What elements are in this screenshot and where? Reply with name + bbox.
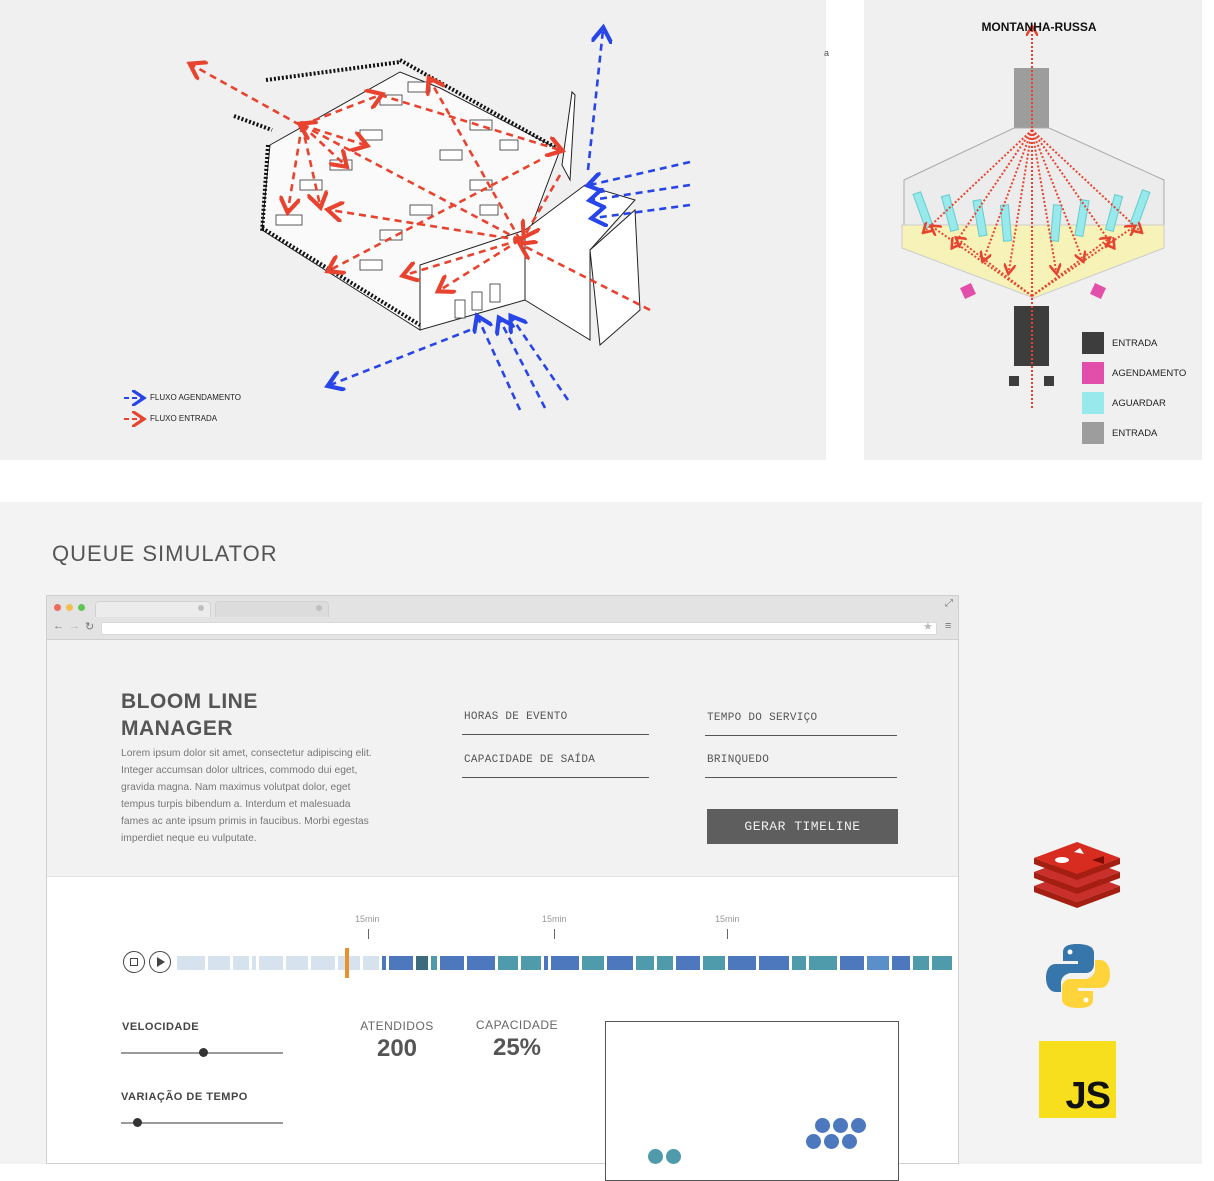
timeline-segment [867,956,889,970]
timeline-segment [792,956,806,970]
legend-label-entrance-dark: ENTRADA [1112,338,1158,349]
timeline-segment [286,956,308,970]
timeline-segment [676,956,700,970]
stray-glyph: a [824,48,830,58]
legend-label-scheduling: AGENDAMENTO [1112,368,1187,379]
browser-tab-active[interactable] [95,601,211,617]
play-icon [157,957,165,967]
exit-capacity-field[interactable]: CAPACIDADE DE SAÍDA [462,754,649,778]
queue-person-dot [833,1118,848,1133]
legend-label-entrance-grey: ENTRADA [1112,428,1158,439]
legend-swatch-entrance-grey [1082,422,1104,444]
maximize-window-icon[interactable] [78,604,85,611]
browser-window [46,595,959,1164]
legend-swatch-wait [1082,392,1104,414]
timeline-segment [440,956,464,970]
timeline-segment [431,956,437,970]
python-icon [1044,942,1112,1010]
tab-close-icon[interactable] [316,605,322,611]
capacity-label: CAPACIDADE [475,1018,559,1032]
tick-mark [554,929,555,939]
timeline-segment [913,956,929,970]
queue-person-dot [815,1118,830,1133]
reload-icon[interactable]: ↻ [85,621,95,633]
timeline-segment [521,956,541,970]
timeline-playhead[interactable] [345,948,349,978]
timeline-segment [208,956,230,970]
play-button[interactable] [149,951,171,973]
timeline-segment [759,956,789,970]
queue-person-dot [842,1134,857,1149]
legend-label-wait: AGUARDAR [1112,398,1166,409]
legend-swatch-scheduling [1082,362,1104,384]
queue-person-dot [666,1149,681,1164]
timeline-segment [657,956,673,970]
timeline-segment [363,956,379,970]
menu-icon[interactable]: ≡ [945,620,952,632]
coaster-title: MONTANHA-RUSSA [981,20,1097,34]
forward-icon[interactable]: → [69,620,80,632]
browser-tab[interactable] [215,601,329,617]
ride-field[interactable]: BRINQUEDO [705,754,897,778]
timeline-segment [544,956,548,970]
legend-swatch-entrance [1082,332,1104,354]
timeline-segment [467,956,495,970]
timeline-segment [551,956,579,970]
tab-close-icon[interactable] [198,605,204,611]
section-title: QUEUE SIMULATOR [52,541,278,566]
queue-person-dot [648,1149,663,1164]
timeline-segment [840,956,864,970]
app-title [121,688,258,742]
close-window-icon[interactable] [54,604,61,611]
timeline-segment [311,956,335,970]
redis-icon [1034,840,1120,908]
timeline-segment [259,956,283,970]
timeline-segment [498,956,518,970]
timeline-segment [932,956,952,970]
flow-diagram-panel [0,0,830,460]
tick-label: 15min [355,914,380,924]
timeline-segment [389,956,413,970]
queue-person-dot [806,1134,821,1149]
tick-label: 15min [715,914,740,924]
app-title-line2: MANAGER [121,717,233,740]
back-icon[interactable]: ← [53,620,64,632]
timeline-segment [382,956,386,970]
generate-timeline-button[interactable]: GERAR TIMELINE [707,809,898,844]
timeline-segment [233,956,249,970]
speed-slider-thumb[interactable] [199,1048,208,1057]
flow-legend-arrows [122,391,152,423]
queue-person-dot [851,1118,866,1133]
time-variation-slider-track[interactable] [121,1122,283,1124]
served-label: ATENDIDOS [360,1019,434,1033]
timeline-track[interactable] [177,956,960,970]
stop-button[interactable] [123,951,145,973]
timeline-segment [582,956,604,970]
timeline-segment [703,956,725,970]
event-hours-field[interactable]: HORAS DE EVENTO [462,711,649,735]
served-value: 200 [376,1035,418,1062]
timeline-segment [892,956,910,970]
timeline-segment [809,956,837,970]
timeline-segment [338,956,360,970]
minimize-window-icon[interactable] [66,604,73,611]
legend-label-scheduling: FLUXO AGENDAMENTO [150,393,241,402]
stop-icon [130,958,138,966]
timeline-segment [416,956,428,970]
timeline-segment [636,956,654,970]
simulation-view [605,1021,899,1181]
timeline-segment [252,956,256,970]
address-bar[interactable] [101,622,937,635]
capacity-value: 25% [492,1034,542,1061]
fullscreen-icon[interactable]: ⤢ [945,598,953,609]
coaster-diagram-panel [864,0,1202,460]
timeline-segment [728,956,756,970]
app-title-line1: BLOOM LINE [121,690,258,713]
coaster-diagram-svg [864,0,1202,460]
tick-mark [727,929,728,939]
browser-chrome [47,596,958,640]
timeline-segment [177,956,205,970]
service-time-field[interactable]: TEMPO DO SERVIÇO [705,712,897,736]
time-variation-slider-thumb[interactable] [133,1118,142,1127]
tick-mark [368,929,369,939]
time-variation-label: VARIAÇÃO DE TEMPO [121,1091,248,1103]
legend-label-entrance: FLUXO ENTRADA [150,414,218,423]
javascript-icon-text: JS [1065,1075,1110,1117]
javascript-icon [1039,1041,1116,1118]
tick-label: 15min [542,914,567,924]
timeline-segment [607,956,633,970]
speed-label: VELOCIDADE [122,1021,200,1033]
app-description: Lorem ipsum dolor sit amet, consectetur adipiscing elit. Integer accumsan dolor ultrices, commodo dui eget, gravida magna. Nam maximus volutpat dolor, eget tempus turpis bibendum a. Interdum et malesuada fames ac ante ipsum primis in faucibus. Morbi egestas imperdiet neque eu vulputate. [121,748,372,844]
bookmark-star-icon[interactable]: ★ [923,621,933,633]
queue-person-dot [824,1134,839,1149]
